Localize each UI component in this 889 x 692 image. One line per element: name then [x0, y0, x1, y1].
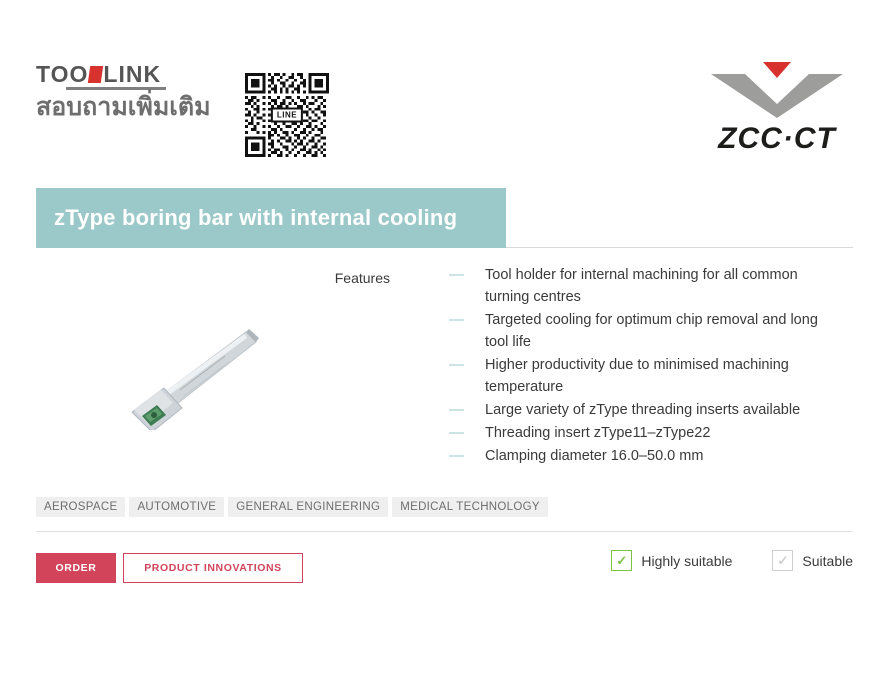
toollink-word-link: LINK [103, 61, 162, 87]
bullet-dash-icon: — [449, 447, 464, 464]
feature-text: Clamping diameter 16.0–50.0 mm [485, 448, 704, 464]
page-title: zType boring bar with internal cooling [54, 205, 458, 230]
feature-text: Tool holder for internal machining for all common turning centres [485, 267, 798, 305]
title-divider [506, 247, 853, 248]
qr-code-icon[interactable] [245, 73, 329, 157]
toollink-underline [66, 87, 166, 90]
industry-tags [36, 497, 548, 517]
list-item [449, 445, 849, 467]
checkbox-checked-green-icon: ✓ [611, 550, 632, 571]
product-title-bar [36, 188, 506, 248]
zcc-ct-mark-svg [701, 58, 853, 120]
checkbox-checked-grey-icon: ✓ [772, 550, 793, 571]
features-label: Features [334, 270, 390, 286]
bullet-dash-icon: — [449, 356, 464, 373]
bullet-dash-icon: — [449, 424, 464, 441]
legend-suitable-label: Suitable [802, 552, 853, 569]
suitability-legend [611, 550, 853, 571]
toollink-logo [36, 62, 236, 121]
zcc-ct-logo-icon [701, 58, 853, 120]
feature-text: Large variety of zType threading inserts available [485, 402, 801, 418]
list-item [449, 399, 849, 421]
legend-highly-suitable-label: Highly suitable [641, 552, 733, 569]
bullet-dash-icon: — [449, 311, 464, 328]
product-image [60, 320, 260, 430]
tags-divider [36, 531, 853, 532]
boring-bar-illustration [60, 320, 260, 430]
bullet-dash-icon: — [449, 266, 464, 283]
page-header [0, 0, 889, 185]
feature-text: Targeted cooling for optimum chip removal and long tool life [485, 312, 818, 350]
list-item [449, 264, 849, 308]
toollink-word-tool: TOO [36, 61, 89, 87]
features-list [449, 264, 849, 468]
zcc-ct-logo [701, 58, 853, 156]
tag-medical-technology[interactable]: MEDICAL TECHNOLOGY [392, 497, 548, 517]
legend-highly-suitable [611, 550, 732, 571]
list-item [449, 309, 849, 353]
tag-automotive[interactable]: AUTOMOTIVE [129, 497, 224, 517]
bullet-dash-icon: — [449, 401, 464, 418]
tag-general-engineering[interactable]: GENERAL ENGINEERING [228, 497, 388, 517]
tag-aerospace[interactable]: AEROSPACE [36, 497, 125, 517]
legend-suitable [772, 550, 853, 571]
order-button[interactable]: ORDER [36, 553, 116, 583]
qr-line-badge: LINE [271, 108, 303, 123]
list-item [449, 422, 849, 444]
list-item [449, 354, 849, 398]
feature-text: Threading insert zType11–zType22 [485, 425, 711, 441]
toollink-thai-caption: สอบถามเพิ่มเติม [36, 92, 211, 121]
toollink-red-mark-icon [88, 66, 103, 83]
toollink-wordmark [36, 62, 236, 86]
feature-text: Higher productivity due to minimised machining temperature [485, 357, 789, 395]
zcc-ct-wordmark: ZCC·CT [718, 122, 836, 155]
product-innovations-button[interactable]: PRODUCT INNOVATIONS [123, 553, 303, 583]
